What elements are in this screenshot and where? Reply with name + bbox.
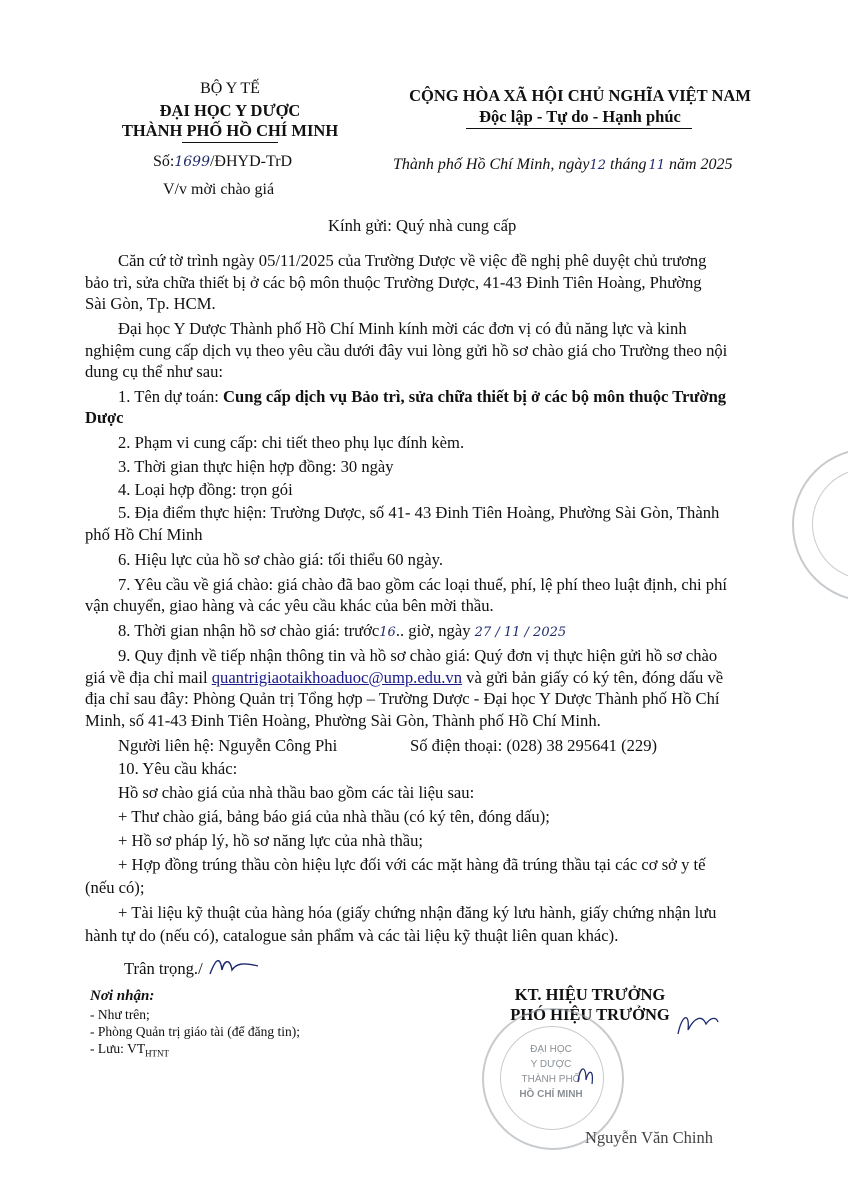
university-name-line2: THÀNH PHỐ HỒ CHÍ MINH xyxy=(121,121,339,140)
university-name-line1: ĐẠI HỌC Y DƯỢC xyxy=(159,101,301,120)
greeting: Kính gửi: Quý nhà cung cấp xyxy=(328,216,517,235)
para2-line1: Đại học Y Dược Thành phố Hồ Chí Minh kính mời các đơn vị có đủ năng lực và kinh xyxy=(118,319,687,338)
recipient-3-subscript: HTNT xyxy=(145,1048,170,1059)
item4: 4. Loại hợp đồng: trọn gói xyxy=(118,480,293,499)
para1-line3: Sài Gòn, Tp. HCM. xyxy=(85,294,216,313)
item1-line1 xyxy=(118,386,726,407)
closing: Trân trọng./ xyxy=(124,959,203,978)
date-mid: tháng xyxy=(610,156,647,173)
item3: 3. Thời gian thực hiện hợp đồng: 30 ngày xyxy=(118,457,394,476)
seal-line-1: ĐẠI HỌC xyxy=(530,1044,572,1055)
item8-hour: 16 xyxy=(379,625,396,640)
requirement-1: + Thư chào giá, bảng báo giá của nhà thầu (có ký tên, đóng dấu); xyxy=(118,807,550,826)
initials-signature xyxy=(206,952,262,980)
recipient-3-text: - Lưu: VT xyxy=(90,1041,146,1056)
signature-title-2: PHÓ HIỆU TRƯỞNG xyxy=(510,1005,670,1024)
item8-mid: .. giờ, ngày xyxy=(395,621,471,640)
item9-line2 xyxy=(85,667,723,688)
seal-line-2: Y DƯỢC xyxy=(530,1059,572,1070)
item1-prefix: 1. Tên dự toán: xyxy=(118,387,224,406)
subject-line: V/v mời chào giá xyxy=(163,181,275,198)
issue-date xyxy=(393,156,733,174)
signer-name: Nguyễn Văn Chinh xyxy=(585,1128,714,1147)
recipient-1: - Như trên; xyxy=(90,1007,150,1022)
ref-suffix: /ĐHYD-TrD xyxy=(209,153,293,170)
header-left-rule xyxy=(182,142,278,143)
para1-line2: bảo trì, sửa chữa thiết bị ở các bộ môn thuộc Trường Dược, 41-43 Đinh Tiên Hoàng, Phường xyxy=(85,273,702,292)
recipients-title: Nơi nhận: xyxy=(90,988,155,1004)
date-day: 12 xyxy=(589,158,606,173)
item5-line1: 5. Địa điểm thực hiện: Trường Dược, số 41- 43 Đinh Tiên Hoàng, Phường Sài Gòn, Thành xyxy=(118,503,720,522)
item9-line4: Minh, số 41-43 Đinh Tiên Hoàng, Phường Sài Gòn, Thành phố Hồ Chí Minh. xyxy=(85,711,601,730)
item7-line1: 7. Yêu cầu về giá chào: giá chào đã bao gồm các loại thuế, phí, lệ phí theo luật định, chi phí xyxy=(118,575,728,594)
item2: 2. Phạm vi cung cấp: chi tiết theo phụ lục đính kèm. xyxy=(118,433,465,452)
item1-bold: Cung cấp dịch vụ Bảo trì, sửa chữa thiết bị ở các bộ môn thuộc Trường xyxy=(223,387,727,406)
item9-line3: địa chỉ sau đây: Phòng Quản trị Tổng hợp – Trường Dược - Đại học Y Dược Thành phố Hồ Chí xyxy=(85,689,720,708)
item8-date: 27 / 11 / 2025 xyxy=(474,625,567,640)
national-motto: Độc lập - Tự do - Hạnh phúc xyxy=(479,107,681,126)
contact-person: Người liên hệ: Nguyễn Công Phi xyxy=(118,736,338,755)
signature-title-1: KT. HIỆU TRƯỞNG xyxy=(514,985,666,1004)
requirements-intro: Hồ sơ chào giá của nhà thầu bao gồm các tài liệu sau: xyxy=(118,783,475,802)
ref-prefix: Số: xyxy=(153,153,175,170)
director-signature xyxy=(560,1000,720,1100)
recipient-2: - Phòng Quản trị giáo tài (để đăng tin); xyxy=(90,1024,300,1039)
reference-number xyxy=(153,153,292,171)
para2-line3: dung cụ thể như sau: xyxy=(85,362,224,381)
date-suffix: năm 2025 xyxy=(669,156,733,173)
para2-line2: nghiệm cung cấp dịch vụ theo yêu cầu dưới đây vui lòng gửi hồ sơ chào giá cho Trường theo nội xyxy=(85,341,728,360)
ref-handwritten: 1699 xyxy=(174,154,210,170)
requirement-3-line2: (nếu có); xyxy=(85,878,145,897)
contact-phone: Số điện thoại: (028) 38 295641 (229) xyxy=(410,736,658,755)
requirement-4-line1: + Tài liệu kỹ thuật của hàng hóa (giấy chứng nhận đăng ký lưu hành, giấy chứng nhận lưu xyxy=(118,903,717,922)
item10: 10. Yêu cầu khác: xyxy=(118,759,238,778)
date-month: 11 xyxy=(648,158,665,173)
email-link[interactable]: quantrigiaotaikhoaduoc@ump.edu.vn xyxy=(211,668,463,687)
item9-email-suffix: và gửi bản giấy có ký tên, đóng dấu về xyxy=(462,668,724,687)
date-prefix: Thành phố Hồ Chí Minh, ngày xyxy=(393,156,590,173)
requirement-2: + Hồ sơ pháp lý, hồ sơ năng lực của nhà thầu; xyxy=(118,831,424,850)
seal-line-4: HỒ CHÍ MINH xyxy=(519,1089,583,1100)
requirement-3-line1: + Hợp đồng trúng thầu còn hiệu lực đối với các mặt hàng đã trúng thầu tại các cơ sở y tế xyxy=(118,855,706,874)
item1-line2: Dược xyxy=(85,408,124,427)
item8-prefix: 8. Thời gian nhận hồ sơ chào giá: trước xyxy=(118,621,380,640)
item6: 6. Hiệu lực của hồ sơ chào giá: tối thiểu 60 ngày. xyxy=(118,550,443,569)
item7-line2: vận chuyển, giao hàng và các yêu cầu khác của bên mời thầu. xyxy=(85,596,494,615)
item9-line1: 9. Quy định về tiếp nhận thông tin và hồ sơ chào giá: Quý đơn vị thực hiện gửi hồ sơ chào xyxy=(118,646,718,665)
para1-line1: Căn cứ tờ trình ngày 05/11/2025 của Trường Dược về việc đề nghị phê duyệt chủ trương xyxy=(118,251,707,270)
header-right-rule xyxy=(466,128,692,129)
item8 xyxy=(118,620,566,643)
seal-line-3: THÀNH PHỐ xyxy=(521,1074,581,1085)
recipient-3 xyxy=(90,1041,169,1059)
requirement-4-line2: hành tự do (nếu có), catalogue sản phẩm và các tài liệu kỹ thuật liên quan khác). xyxy=(85,926,619,945)
item5-line2: phố Hồ Chí Minh xyxy=(85,525,203,544)
item9-email-prefix: giá về địa chỉ mail xyxy=(85,668,212,687)
ministry: BỘ Y TẾ xyxy=(200,80,260,97)
country-name: CỘNG HÒA XÃ HỘI CHỦ NGHĨA VIỆT NAM xyxy=(409,86,751,105)
